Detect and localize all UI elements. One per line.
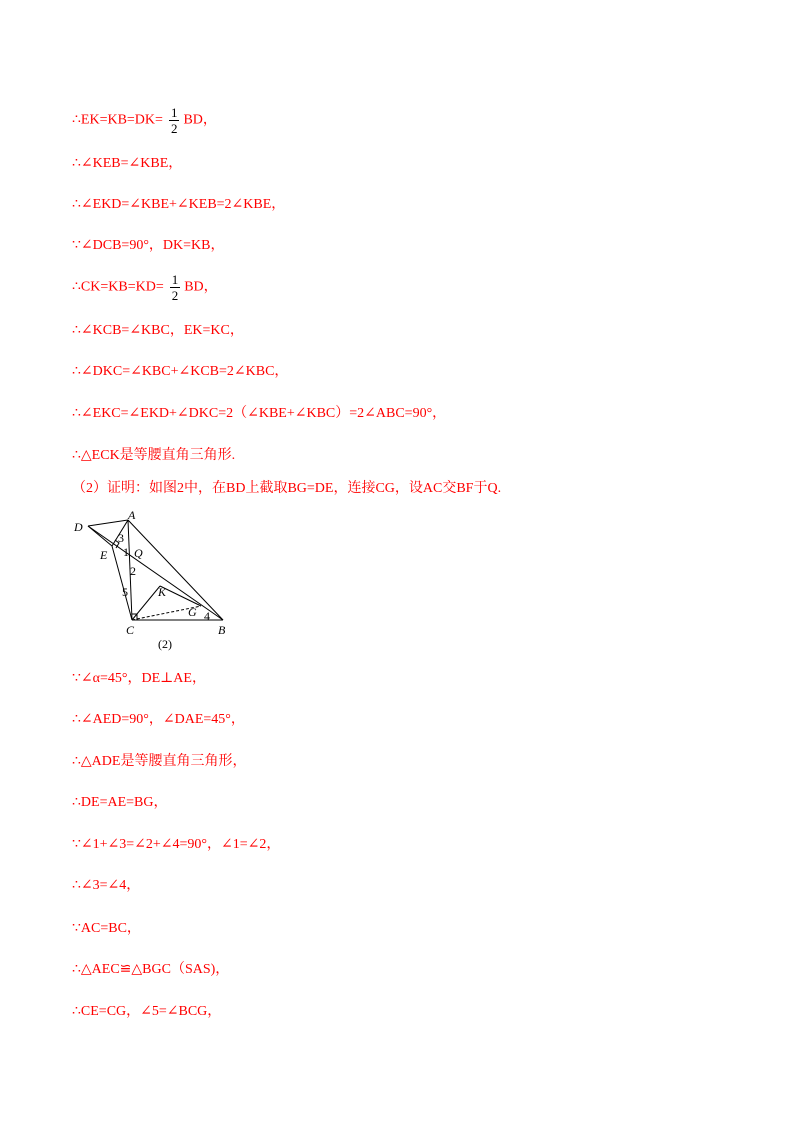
proof-line: ∴△ECK是等腰直角三角形.: [72, 448, 236, 463]
segment-ck: [132, 586, 160, 620]
figure-caption: (2): [158, 637, 172, 651]
proof-line: ∵∠1+∠3=∠2+∠4=90°，∠1=∠2，: [72, 837, 281, 852]
angle-label-1: 1: [123, 545, 129, 559]
label-q: Q: [134, 546, 143, 560]
angle-label-2: 2: [130, 564, 136, 578]
label-e: E: [100, 548, 108, 562]
fraction-denominator: 2: [171, 288, 179, 303]
fraction-denominator: 2: [170, 121, 178, 136]
proof-line: ∴CE=CG，∠5=∠BCG，: [72, 1004, 222, 1019]
proof-line-suffix: BD，: [184, 279, 218, 295]
proof-line: ∴△ADE是等腰直角三角形，: [72, 754, 247, 769]
proof-line: （2）证明：如图2中，在BD上截取BG=DE，连接CG，设AC交BF于Q.: [72, 481, 502, 496]
label-g: G: [188, 605, 197, 619]
proof-line: ∵∠DCB=90°，DK=KB，: [72, 238, 225, 253]
proof-line: ∴∠EKC=∠EKD+∠DKC=2（∠KBE+∠KBC）=2∠ABC=90°，: [72, 406, 447, 421]
segment-da: [88, 520, 128, 526]
proof-line: [72, 272, 218, 303]
segment-ab: [128, 520, 223, 620]
proof-line: ∴∠EKD=∠KBE+∠KEB=2∠KBE，: [72, 197, 286, 212]
label-k: K: [158, 585, 167, 599]
proof-line: ∴△AEC≌△BGC（SAS)，: [72, 962, 230, 977]
segment-kg: [160, 586, 201, 606]
proof-line: ∵AC=BC，: [72, 921, 141, 936]
proof-line: ∵∠α=45°，DE⊥AE，: [72, 671, 206, 686]
proof-line: ∴∠3=∠4，: [72, 878, 141, 893]
label-c: C: [126, 623, 135, 637]
proof-line: ∴DE=AE=BG，: [72, 795, 168, 810]
segment-db: [88, 526, 223, 620]
proof-line: ∴∠DKC=∠KBC+∠KCB=2∠KBC，: [72, 364, 289, 379]
label-b: B: [218, 623, 226, 637]
fraction-numerator: 1: [171, 272, 179, 287]
proof-line: ∴∠KCB=∠KBC，EK=KC，: [72, 323, 244, 338]
geometry-figure: [70, 508, 240, 654]
proof-line-suffix: BD，: [183, 112, 217, 128]
angle-label-4: 4: [204, 609, 210, 623]
proof-line: ∴∠KEB=∠KBE，: [72, 156, 183, 171]
proof-line-prefix: ∴EK=KB=DK=: [72, 112, 163, 128]
angle-label-5: 5: [122, 585, 128, 599]
fraction-one-half: [169, 105, 180, 136]
angle-label-3: 3: [118, 531, 124, 545]
proof-line: ∴∠AED=90°，∠DAE=45°，: [72, 712, 245, 727]
label-d: D: [74, 520, 83, 534]
label-a: A: [128, 508, 136, 522]
proof-line: [72, 105, 217, 136]
proof-line-prefix: ∴CK=KB=KD=: [72, 279, 164, 295]
fraction-numerator: 1: [170, 105, 178, 120]
fraction-one-half: [170, 272, 181, 303]
